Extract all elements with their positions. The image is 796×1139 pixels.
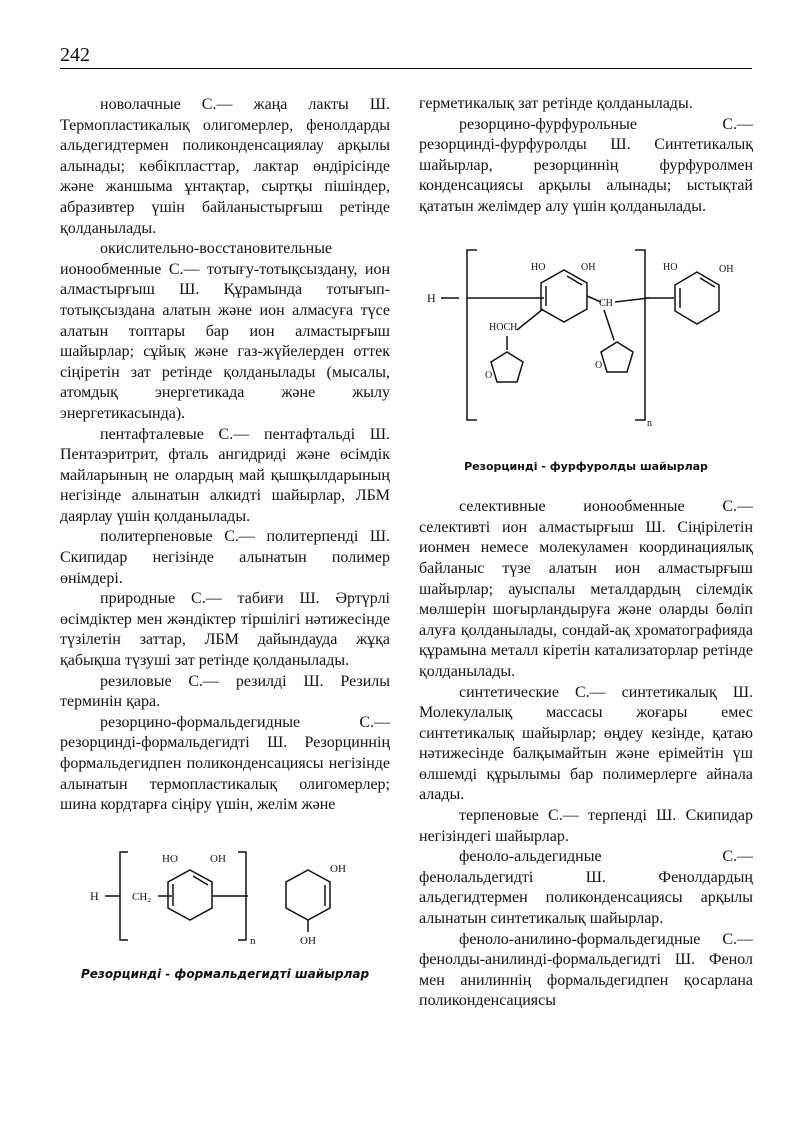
- right-figure-caption: Резорцинді - фурфуролды шайырлар: [464, 459, 708, 473]
- resorcinol-furfural-structure: [419, 230, 753, 455]
- right-column: [419, 94, 753, 1012]
- entry-novolac: новолачные С.— жаңа лакты Ш. Термопластикалық олигомерлер, фенолдарды альдегидтермен поликонденсациялау арқылы алынады; көбікпласттар, лактар өндірісінде және жаншыма ұнтақтар, сыртқы пішіндер, абразивтер үшін байланыстырғыш ретінде қолданылады.: [60, 96, 390, 237]
- label-o2: O: [595, 359, 603, 371]
- entry-continued: герметикалық зат ретінде қолданылады.: [419, 95, 693, 112]
- page-number: 242: [60, 44, 90, 66]
- label-n: n: [250, 934, 256, 947]
- resorcinol-formaldehyde-figure: [60, 832, 390, 985]
- entry-selective: селективные ионообменные С.— селективті ион алмастырғыш Ш. Сіңірілетін ионмен немесе молекуламен координациялық байланыс түзе алатын ион алмастырғыш шайырлар; ауыспалы металдардың сілемдік мөлшерін шоғырландыруға және оларды бөліп алуға қолданылады, сондай-ақ хроматографияда құрамына металл кіретін катализаторлар ретінде қолданылады.: [419, 498, 753, 680]
- entry-pentaphthalic: пентафталевые С.— пентафтальді Ш. Пентаэритрит, фталь ангидриді және өсімдік майларының не олардың май қышқылдарының негізінде алынатын алкидті шайырлар, ЛБМ даярлау үшін қолданылады.: [60, 425, 390, 525]
- label-ho: HO: [162, 852, 178, 865]
- resorcinol-formaldehyde-structure: [60, 832, 390, 962]
- entry-resorcinol-formaldehyde: резорцино-формальдегидные С.— резорцинді-формальдегидті Ш. Резорциннің формальдегидпен поликонденсациясы негізінде алынатын термопластикалық олигомерлер; шина кордтарға сіңіру үшін, желім және: [60, 713, 390, 814]
- left-figure-caption: Резорцинді - формальдегидті шайырлар: [80, 966, 370, 981]
- entry-natural: природные С.— табиғи Ш. Әртүрлі өсімдіктер мен жәндіктер тіршілігі нәтижесінде түзілетін заттар, ЛБМ дайындауда жұқа қабықша түзуші зат ретінде қолданылады.: [60, 590, 390, 670]
- label-h-right: H: [427, 290, 436, 305]
- entry-redox: окислительно-восстановительные ионообменные С.— тотығу-тотықсыздану, ион алмастырғыш Ш. Құрамында тотығып-тотықсыздана алатын және ион алмасуға түсе алатын топтары бар ион алмастырғыш шайырлар; сұйық және газ-жүйелерден оттек сіңіретін зат ретінде қолданылады (мысалы, атомдық энергетикада және жылу энергетикасында).: [60, 240, 390, 422]
- left-column: [60, 95, 390, 984]
- label-ho-right: HO: [531, 261, 546, 273]
- label-o1: O: [485, 369, 493, 381]
- resorcinol-furfural-figure: [419, 230, 753, 478]
- label-ho-end: HO: [663, 261, 678, 273]
- label-ch2: CH₂: [132, 890, 152, 903]
- entry-terpene: терпеновые С.— терпенді Ш. Скипидар негізіндегі шайырлар.: [419, 807, 753, 845]
- label-oh-top: OH: [330, 862, 346, 875]
- label-h: H: [90, 888, 99, 903]
- label-ch: CH: [599, 297, 613, 309]
- label-n-right: n: [647, 417, 652, 429]
- entry-polyterpene: политерпеновые С.— политерпенді Ш. Скипидар негізінде алынатын полимер өнімдері.: [60, 528, 390, 587]
- entry-resorcinol-furfural: резорцино-фурфурольные С.— резорцинді-фурфуролды Ш. Синтетикалық шайырлар, резорциннің фурфуролмен конденсациясы арқылы алынады; ыстықтай қататын желімдер алу үшін қолданылады.: [419, 115, 753, 215]
- label-oh-end: OH: [719, 263, 734, 275]
- entry-phenol-aniline-formaldehyde: феноло-анилино-формальдегидные С.— фенолды-анилинді-формальдегидті Ш. Фенол мен анилиннің формальдегидпен қосарлана поликонденсациясы: [419, 930, 753, 1010]
- entry-phenol-aldehyde: феноло-альдегидные С.— фенолальдегидті Ш. Фенолдардың альдегидтермен поликонденсациясы арқылы алынатын синтетикалық шайырлар.: [419, 848, 753, 928]
- entry-synthetic: синтетические С.— синтетикалық Ш. Молекулалық массасы жоғары емес синтетикалық шайырлар; өңдеу кезінде, қатаю нәтижесінде балқымайтын және ерімейтін үш өлшемді құрылымы бар полимерлерге айнала алады.: [419, 683, 753, 804]
- label-oh-right: OH: [581, 261, 596, 273]
- entry-resil: резиловые С.— резилді Ш. Резилы терминін қара.: [60, 672, 390, 711]
- label-hoch: HOCH: [489, 321, 518, 333]
- header-rule: [60, 68, 752, 69]
- label-oh: OH: [210, 852, 226, 865]
- label-oh-bottom: OH: [300, 934, 316, 947]
